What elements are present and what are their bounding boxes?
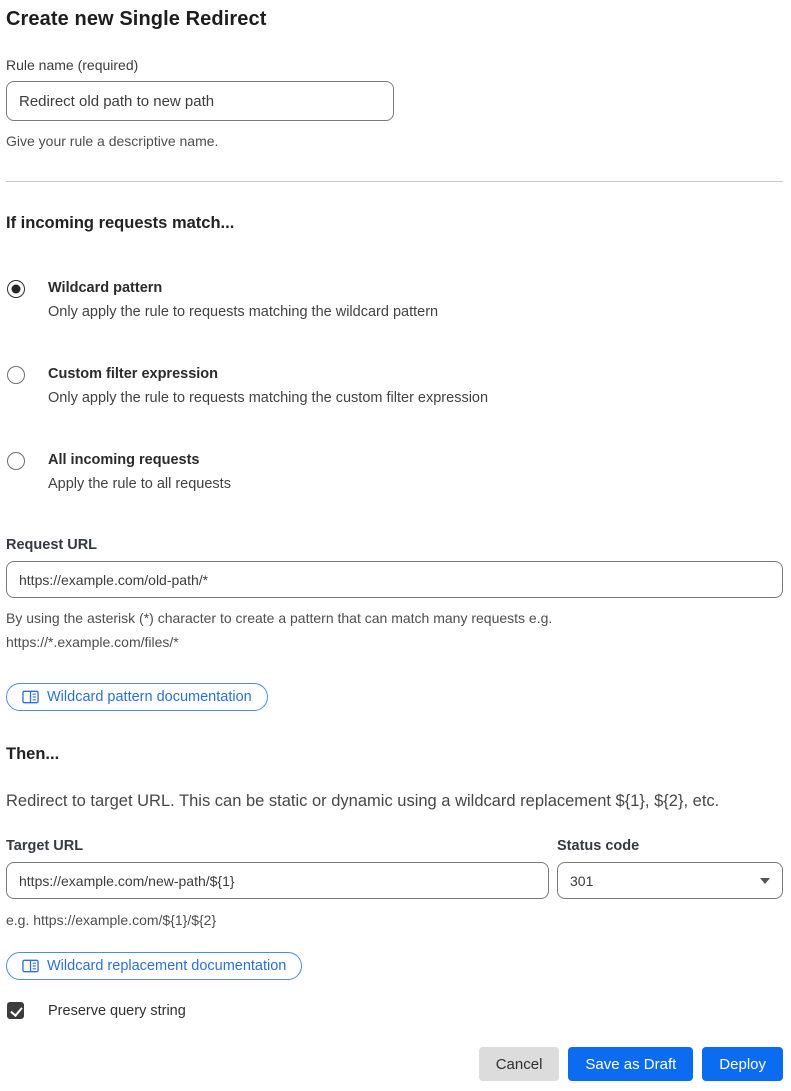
radio-option-wildcard-pattern[interactable] (6, 279, 783, 321)
chevron-down-icon (760, 878, 770, 884)
rule-name-label: Rule name (required) (6, 57, 139, 73)
request-url-helper-line1: By using the asterisk (*) character to create a pattern that can match many requests e.g. (6, 610, 553, 626)
target-url-input[interactable] (6, 862, 549, 899)
radio-description: Only apply the rule to requests matching the custom filter expression (48, 390, 489, 406)
radio-description: Only apply the rule to requests matching the wildcard pattern (48, 304, 439, 320)
radio-option-custom-filter[interactable] (6, 365, 783, 407)
radio-button[interactable] (7, 366, 25, 384)
status-code-value: 301 (570, 872, 594, 889)
doc-button-label: Wildcard replacement documentation (47, 958, 287, 974)
book-icon (22, 959, 39, 973)
footer-actions (6, 1047, 783, 1081)
rule-name-field (6, 57, 783, 153)
section-divider (6, 181, 783, 182)
then-description: Redirect to target URL. This can be static or dynamic using a wildcard replacement ${1}, ${2}, etc. (6, 792, 720, 810)
preserve-query-row[interactable] (6, 1002, 783, 1019)
then-section-heading: Then... (6, 745, 60, 763)
target-url-field (6, 838, 549, 899)
target-url-label: Target URL (6, 838, 84, 854)
wildcard-pattern-doc-button[interactable] (6, 683, 268, 711)
request-url-field (6, 537, 783, 654)
request-url-label: Request URL (6, 537, 98, 553)
request-url-helper-line2: https://*.example.com/files/* (6, 634, 179, 650)
match-type-radio-group (6, 279, 783, 493)
cancel-button[interactable]: Cancel (479, 1047, 560, 1081)
target-row (6, 838, 783, 899)
rule-name-helper: Give your rule a descriptive name. (6, 133, 219, 149)
status-code-field (557, 838, 783, 899)
deploy-button[interactable]: Deploy (702, 1047, 783, 1081)
radio-button[interactable] (7, 280, 25, 298)
doc-button-label: Wildcard pattern documentation (47, 689, 252, 705)
book-icon (22, 690, 39, 704)
page-title: Create new Single Redirect (6, 8, 267, 30)
radio-label: Custom filter expression (48, 366, 219, 382)
radio-description: Apply the rule to all requests (48, 476, 231, 492)
status-code-select[interactable] (557, 862, 783, 899)
save-as-draft-button[interactable]: Save as Draft (568, 1047, 693, 1081)
match-section-heading: If incoming requests match... (6, 214, 235, 232)
radio-label: Wildcard pattern (48, 280, 163, 296)
rule-name-input[interactable] (6, 81, 394, 121)
request-url-input[interactable] (6, 561, 783, 598)
radio-button[interactable] (7, 452, 25, 470)
status-code-label: Status code (557, 838, 640, 854)
radio-label: All incoming requests (48, 452, 200, 468)
wildcard-replacement-doc-button[interactable] (6, 952, 302, 980)
preserve-query-label: Preserve query string (48, 1002, 186, 1019)
target-url-helper: e.g. https://example.com/${1}/${2} (6, 912, 217, 928)
preserve-query-checkbox[interactable] (7, 1002, 24, 1019)
radio-option-all-requests[interactable] (6, 451, 783, 493)
request-url-helper (6, 606, 783, 654)
